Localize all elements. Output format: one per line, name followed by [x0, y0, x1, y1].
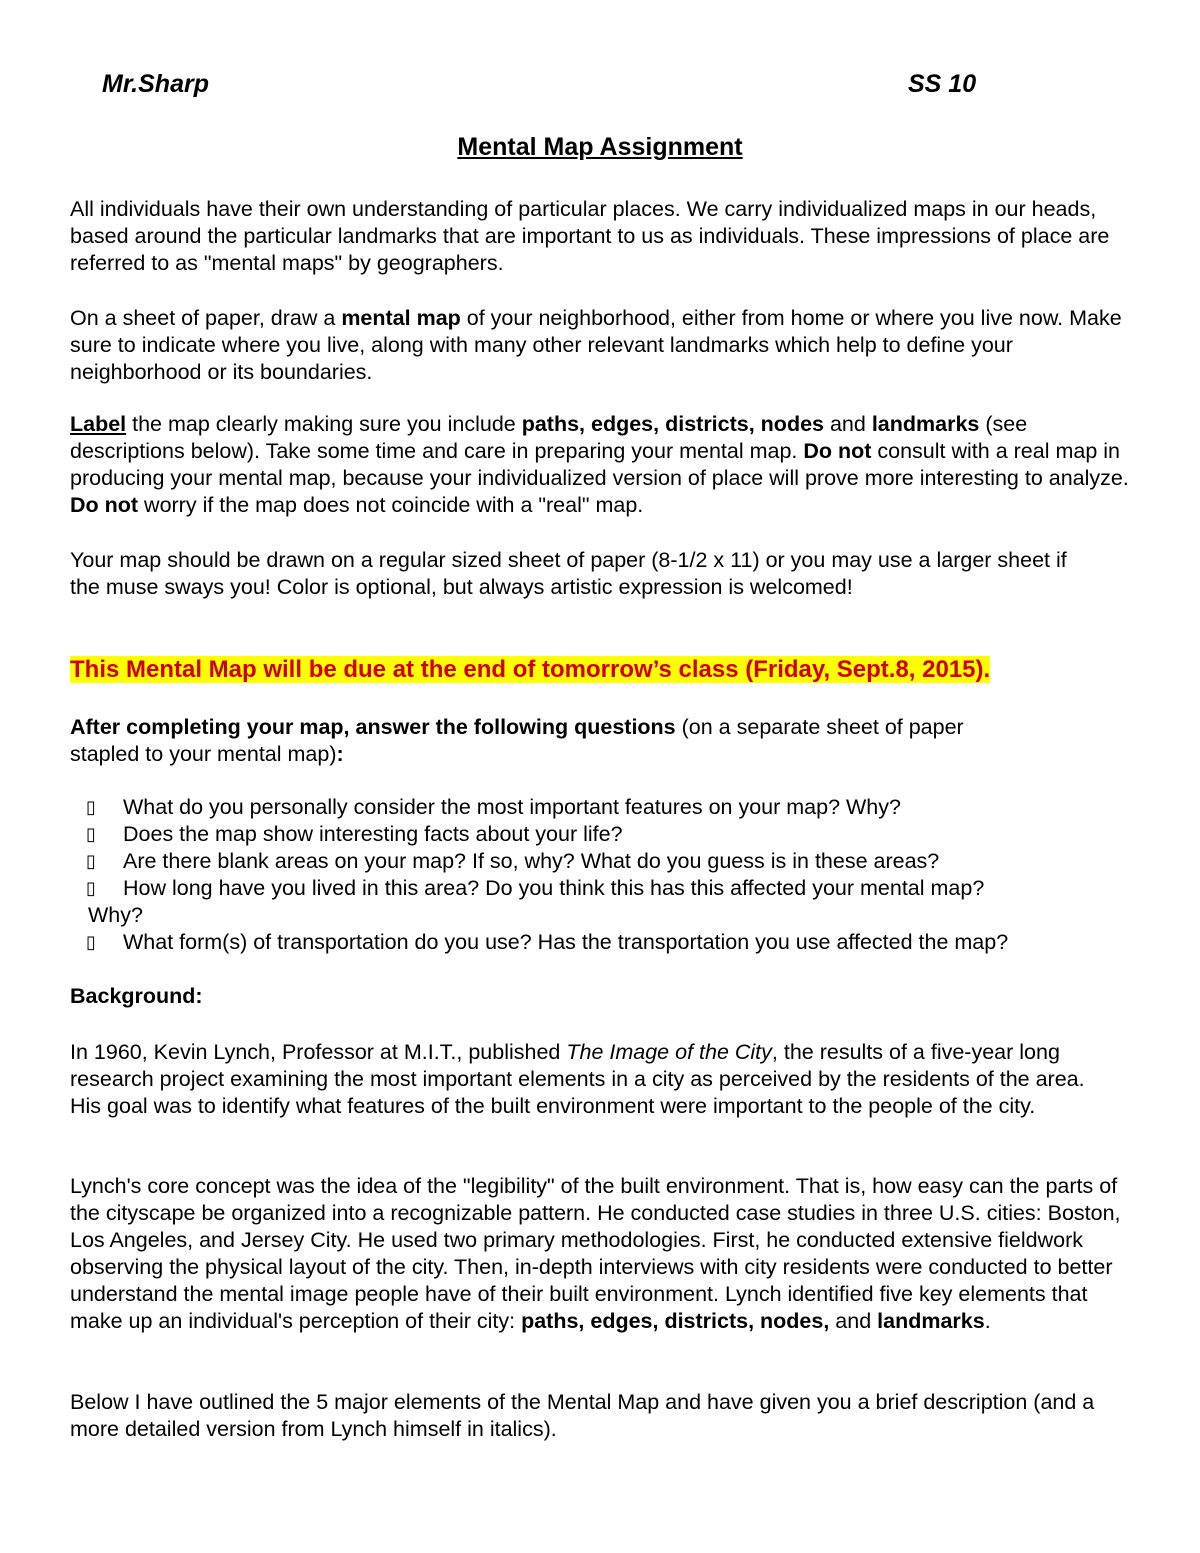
list-item: ▯ Does the map show interesting facts about your life?	[70, 821, 1150, 848]
list-item: ▯ Are there blank areas on your map? If so, why? What do you guess is in these areas?	[70, 848, 1150, 875]
list-item: ▯ How long have you lived in this area? Do you think this has this affected your mental map?	[70, 875, 1150, 902]
intro-paragraph-4: Your map should be drawn on a regular sized sheet of paper (8-1/2 x 11) or you may use a larger sheet if the muse sways you! Color is optional, but always artistic expression is welcomed!	[70, 548, 1067, 599]
list-item: ▯ What form(s) of transportation do you use? Has the transportation you use affected the map?	[70, 929, 1150, 956]
background-paragraph-3: Below I have outlined the 5 major elements of the Mental Map and have given you a brief description (and a more detailed version from Lynch himself in italics).	[70, 1390, 1095, 1441]
list-item-continuation: Why?	[88, 903, 143, 927]
bullet-icon: ▯	[86, 824, 96, 844]
bullet-icon: ▯	[86, 932, 96, 952]
bullet-icon: ▯	[86, 797, 96, 817]
intro-paragraph-3: Label the map clearly making sure you include paths, edges, districts, nodes and landmarks (see descriptions below). Take some time and care in preparing your mental map. Do not consult with a real map in producing your mental map, because your individualized version of place will prove more interesting to analyze. Do not worry if the map does not coincide with a "real" map.	[70, 412, 1129, 517]
intro-paragraph-2: On a sheet of paper, draw a mental map of your neighborhood, either from home or where you live now. Make sure to indicate where you live, along with many other relevant landmarks which help to define your neighborhood or its boundaries.	[70, 306, 1122, 384]
bullet-icon: ▯	[86, 878, 96, 898]
questions-intro: After completing your map, answer the following questions (on a separate sheet of paper stapled to your mental map):	[70, 715, 964, 766]
teacher-name: Mr.Sharp	[102, 70, 209, 98]
course-code: SS 10	[908, 70, 977, 98]
background-paragraph-2: Lynch's core concept was the idea of the "legibility" of the built environment. That is, how easy can the parts of the cityscape be organized into a recognizable pattern. He conducted case studies in three U.S. cities: Boston, Los Angeles, and Jersey City. He used two primary methodologies. First, he conducted extensive fieldwork observing the physical layout of the city. Then, in-depth interviews with city residents were conducted to better understand the mental image people have of their built environment. Lynch identified five key elements that make up an individual's perception of their city: paths, edges, districts, nodes, and landmarks.	[70, 1174, 1121, 1333]
background-paragraph-1: In 1960, Kevin Lynch, Professor at M.I.T., published The Image of the City, the results of a five-year long research project examining the most important elements in a city as perceived by the residents of the area. His goal was to identify what features of the built environment were important to the people of the city.	[70, 1040, 1085, 1118]
questions-list	[70, 794, 1150, 956]
intro-paragraph-1: All individuals have their own understanding of particular places. We carry individualized maps in our heads, based around the particular landmarks that are important to us as individuals. These impressions of place are referred to as "mental maps" by geographers.	[70, 197, 1110, 275]
list-item: ▯ What do you personally consider the most important features on your map? Why?	[70, 794, 1150, 821]
page-title: Mental Map Assignment	[457, 133, 743, 161]
bullet-icon: ▯	[86, 851, 96, 871]
due-date-notice: This Mental Map will be due at the end of tomorrow’s class (Friday, Sept.8, 2015).	[70, 656, 991, 683]
background-heading: Background:	[70, 984, 203, 1008]
